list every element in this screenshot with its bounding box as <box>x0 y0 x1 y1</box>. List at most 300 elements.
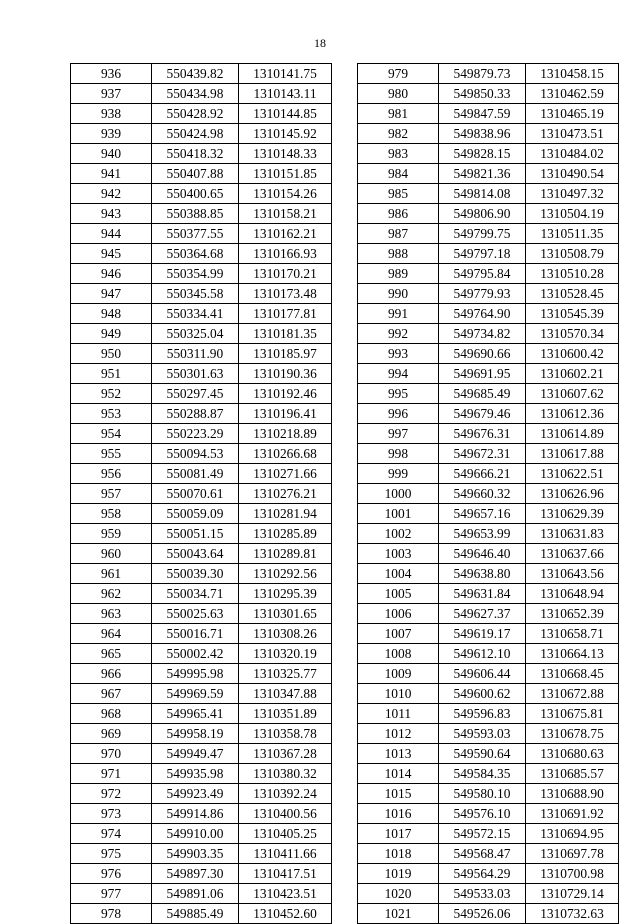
table-row <box>71 804 332 824</box>
point-number-cell: 990 <box>358 284 439 304</box>
y-coordinate-cell: 1310289.81 <box>239 544 332 564</box>
point-number-cell: 996 <box>358 404 439 424</box>
x-coordinate-cell: 549653.99 <box>439 524 526 544</box>
y-coordinate-cell: 1310380.32 <box>239 764 332 784</box>
y-coordinate-cell: 1310417.51 <box>239 864 332 884</box>
x-coordinate-cell: 549897.30 <box>152 864 239 884</box>
y-coordinate-cell: 1310190.36 <box>239 364 332 384</box>
y-coordinate-cell: 1310358.78 <box>239 724 332 744</box>
y-coordinate-cell: 1310173.48 <box>239 284 332 304</box>
table-row <box>71 544 332 564</box>
y-coordinate-cell: 1310626.96 <box>526 484 619 504</box>
y-coordinate-cell: 1310473.51 <box>526 124 619 144</box>
point-number-cell: 959 <box>71 524 152 544</box>
x-coordinate-cell: 550094.53 <box>152 444 239 464</box>
table-row <box>71 124 332 144</box>
y-coordinate-cell: 1310458.15 <box>526 64 619 84</box>
y-coordinate-cell: 1310218.89 <box>239 424 332 444</box>
point-number-cell: 968 <box>71 704 152 724</box>
table-row <box>358 864 619 884</box>
y-coordinate-cell: 1310347.88 <box>239 684 332 704</box>
x-coordinate-cell: 549685.49 <box>439 384 526 404</box>
x-coordinate-cell: 549779.93 <box>439 284 526 304</box>
y-coordinate-cell: 1310685.57 <box>526 764 619 784</box>
point-number-cell: 941 <box>71 164 152 184</box>
point-number-cell: 984 <box>358 164 439 184</box>
coordinates-table-right <box>357 63 619 924</box>
point-number-cell: 1015 <box>358 784 439 804</box>
point-number-cell: 980 <box>358 84 439 104</box>
y-coordinate-cell: 1310672.88 <box>526 684 619 704</box>
point-number-cell: 972 <box>71 784 152 804</box>
y-coordinate-cell: 1310629.39 <box>526 504 619 524</box>
x-coordinate-cell: 549923.49 <box>152 784 239 804</box>
x-coordinate-cell: 549646.40 <box>439 544 526 564</box>
point-number-cell: 944 <box>71 224 152 244</box>
point-number-cell: 985 <box>358 184 439 204</box>
x-coordinate-cell: 549958.19 <box>152 724 239 744</box>
point-number-cell: 1004 <box>358 564 439 584</box>
y-coordinate-cell: 1310325.77 <box>239 664 332 684</box>
x-coordinate-cell: 550400.65 <box>152 184 239 204</box>
x-coordinate-cell: 550002.42 <box>152 644 239 664</box>
y-coordinate-cell: 1310691.92 <box>526 804 619 824</box>
table-row <box>358 224 619 244</box>
point-number-cell: 936 <box>71 64 152 84</box>
point-number-cell: 977 <box>71 884 152 904</box>
table-row <box>71 644 332 664</box>
table-row <box>358 544 619 564</box>
y-coordinate-cell: 1310688.90 <box>526 784 619 804</box>
x-coordinate-cell: 549627.37 <box>439 604 526 624</box>
table-row <box>358 84 619 104</box>
point-number-cell: 987 <box>358 224 439 244</box>
y-coordinate-cell: 1310664.13 <box>526 644 619 664</box>
x-coordinate-cell: 549806.90 <box>439 204 526 224</box>
y-coordinate-cell: 1310177.81 <box>239 304 332 324</box>
point-number-cell: 981 <box>358 104 439 124</box>
x-coordinate-cell: 549764.90 <box>439 304 526 324</box>
x-coordinate-cell: 549600.62 <box>439 684 526 704</box>
x-coordinate-cell: 549965.41 <box>152 704 239 724</box>
point-number-cell: 983 <box>358 144 439 164</box>
x-coordinate-cell: 550051.15 <box>152 524 239 544</box>
table-row <box>71 564 332 584</box>
table-row <box>71 764 332 784</box>
table-row <box>71 484 332 504</box>
table-row <box>358 144 619 164</box>
y-coordinate-cell: 1310285.89 <box>239 524 332 544</box>
x-coordinate-cell: 549526.06 <box>439 904 526 924</box>
point-number-cell: 1001 <box>358 504 439 524</box>
coordinates-table-left <box>70 63 332 924</box>
y-coordinate-cell: 1310295.39 <box>239 584 332 604</box>
x-coordinate-cell: 549564.29 <box>439 864 526 884</box>
x-coordinate-cell: 549914.86 <box>152 804 239 824</box>
y-coordinate-cell: 1310276.21 <box>239 484 332 504</box>
table-row <box>71 184 332 204</box>
table-row <box>358 824 619 844</box>
y-coordinate-cell: 1310151.85 <box>239 164 332 184</box>
x-coordinate-cell: 549910.00 <box>152 824 239 844</box>
x-coordinate-cell: 550418.32 <box>152 144 239 164</box>
table-row <box>358 624 619 644</box>
table-row <box>358 564 619 584</box>
point-number-cell: 1012 <box>358 724 439 744</box>
table-row <box>358 404 619 424</box>
x-coordinate-cell: 550407.88 <box>152 164 239 184</box>
y-coordinate-cell: 1310141.75 <box>239 64 332 84</box>
x-coordinate-cell: 550025.63 <box>152 604 239 624</box>
y-coordinate-cell: 1310144.85 <box>239 104 332 124</box>
point-number-cell: 1008 <box>358 644 439 664</box>
y-coordinate-cell: 1310162.21 <box>239 224 332 244</box>
point-number-cell: 995 <box>358 384 439 404</box>
table-row <box>71 884 332 904</box>
point-number-cell: 1007 <box>358 624 439 644</box>
x-coordinate-cell: 550059.09 <box>152 504 239 524</box>
point-number-cell: 976 <box>71 864 152 884</box>
table-row <box>358 584 619 604</box>
x-coordinate-cell: 550334.41 <box>152 304 239 324</box>
x-coordinate-cell: 550439.82 <box>152 64 239 84</box>
point-number-cell: 961 <box>71 564 152 584</box>
x-coordinate-cell: 549690.66 <box>439 344 526 364</box>
point-number-cell: 950 <box>71 344 152 364</box>
y-coordinate-cell: 1310308.26 <box>239 624 332 644</box>
point-number-cell: 1011 <box>358 704 439 724</box>
point-number-cell: 940 <box>71 144 152 164</box>
y-coordinate-cell: 1310320.19 <box>239 644 332 664</box>
y-coordinate-cell: 1310510.28 <box>526 264 619 284</box>
x-coordinate-cell: 550434.98 <box>152 84 239 104</box>
x-coordinate-cell: 550081.49 <box>152 464 239 484</box>
point-number-cell: 975 <box>71 844 152 864</box>
x-coordinate-cell: 549580.10 <box>439 784 526 804</box>
point-number-cell: 979 <box>358 64 439 84</box>
point-number-cell: 1010 <box>358 684 439 704</box>
table-row <box>358 364 619 384</box>
y-coordinate-cell: 1310281.94 <box>239 504 332 524</box>
point-number-cell: 1016 <box>358 804 439 824</box>
point-number-cell: 939 <box>71 124 152 144</box>
x-coordinate-cell: 550043.64 <box>152 544 239 564</box>
y-coordinate-cell: 1310192.46 <box>239 384 332 404</box>
table-row <box>358 804 619 824</box>
x-coordinate-cell: 549828.15 <box>439 144 526 164</box>
x-coordinate-cell: 549568.47 <box>439 844 526 864</box>
point-number-cell: 952 <box>71 384 152 404</box>
table-row <box>71 84 332 104</box>
y-coordinate-cell: 1310622.51 <box>526 464 619 484</box>
point-number-cell: 971 <box>71 764 152 784</box>
table-row <box>71 104 332 124</box>
point-number-cell: 965 <box>71 644 152 664</box>
point-number-cell: 997 <box>358 424 439 444</box>
y-coordinate-cell: 1310511.35 <box>526 224 619 244</box>
point-number-cell: 999 <box>358 464 439 484</box>
y-coordinate-cell: 1310678.75 <box>526 724 619 744</box>
y-coordinate-cell: 1310508.79 <box>526 244 619 264</box>
table-row <box>71 224 332 244</box>
table-row <box>358 64 619 84</box>
table-row <box>358 424 619 444</box>
x-coordinate-cell: 549590.64 <box>439 744 526 764</box>
table-row <box>71 164 332 184</box>
table-row <box>358 664 619 684</box>
x-coordinate-cell: 549935.98 <box>152 764 239 784</box>
x-coordinate-cell: 549797.18 <box>439 244 526 264</box>
point-number-cell: 992 <box>358 324 439 344</box>
x-coordinate-cell: 549995.98 <box>152 664 239 684</box>
x-coordinate-cell: 549821.36 <box>439 164 526 184</box>
x-coordinate-cell: 549572.15 <box>439 824 526 844</box>
x-coordinate-cell: 549672.31 <box>439 444 526 464</box>
y-coordinate-cell: 1310292.56 <box>239 564 332 584</box>
x-coordinate-cell: 549584.35 <box>439 764 526 784</box>
table-row <box>358 124 619 144</box>
table-row <box>71 64 332 84</box>
point-number-cell: 945 <box>71 244 152 264</box>
y-coordinate-cell: 1310648.94 <box>526 584 619 604</box>
table-row <box>71 324 332 344</box>
point-number-cell: 955 <box>71 444 152 464</box>
x-coordinate-cell: 549576.10 <box>439 804 526 824</box>
x-coordinate-cell: 549666.21 <box>439 464 526 484</box>
point-number-cell: 957 <box>71 484 152 504</box>
table-row <box>358 764 619 784</box>
table-row <box>358 244 619 264</box>
table-row <box>71 604 332 624</box>
table-row <box>358 284 619 304</box>
y-coordinate-cell: 1310652.39 <box>526 604 619 624</box>
table-row <box>358 464 619 484</box>
table-row <box>358 104 619 124</box>
table-row <box>358 784 619 804</box>
point-number-cell: 1009 <box>358 664 439 684</box>
point-number-cell: 994 <box>358 364 439 384</box>
table-row <box>71 684 332 704</box>
point-number-cell: 951 <box>71 364 152 384</box>
y-coordinate-cell: 1310484.02 <box>526 144 619 164</box>
x-coordinate-cell: 549619.17 <box>439 624 526 644</box>
y-coordinate-cell: 1310411.66 <box>239 844 332 864</box>
x-coordinate-cell: 549593.03 <box>439 724 526 744</box>
y-coordinate-cell: 1310392.24 <box>239 784 332 804</box>
y-coordinate-cell: 1310528.45 <box>526 284 619 304</box>
y-coordinate-cell: 1310185.97 <box>239 344 332 364</box>
x-coordinate-cell: 549850.33 <box>439 84 526 104</box>
point-number-cell: 948 <box>71 304 152 324</box>
y-coordinate-cell: 1310697.78 <box>526 844 619 864</box>
x-coordinate-cell: 549949.47 <box>152 744 239 764</box>
x-coordinate-cell: 550424.98 <box>152 124 239 144</box>
table-row <box>358 524 619 544</box>
y-coordinate-cell: 1310643.56 <box>526 564 619 584</box>
point-number-cell: 1002 <box>358 524 439 544</box>
table-row <box>71 444 332 464</box>
table-row <box>358 884 619 904</box>
table-row <box>71 464 332 484</box>
table-row <box>71 144 332 164</box>
y-coordinate-cell: 1310158.21 <box>239 204 332 224</box>
x-coordinate-cell: 549676.31 <box>439 424 526 444</box>
page-number: 18 <box>314 36 326 50</box>
table-row <box>358 704 619 724</box>
point-number-cell: 943 <box>71 204 152 224</box>
y-coordinate-cell: 1310732.63 <box>526 904 619 924</box>
y-coordinate-cell: 1310612.36 <box>526 404 619 424</box>
y-coordinate-cell: 1310658.71 <box>526 624 619 644</box>
point-number-cell: 958 <box>71 504 152 524</box>
point-number-cell: 1003 <box>358 544 439 564</box>
y-coordinate-cell: 1310668.45 <box>526 664 619 684</box>
point-number-cell: 1013 <box>358 744 439 764</box>
x-coordinate-cell: 549795.84 <box>439 264 526 284</box>
table-row <box>71 784 332 804</box>
y-coordinate-cell: 1310490.54 <box>526 164 619 184</box>
table-row <box>358 484 619 504</box>
table-row <box>358 204 619 224</box>
x-coordinate-cell: 549903.35 <box>152 844 239 864</box>
y-coordinate-cell: 1310452.60 <box>239 904 332 924</box>
point-number-cell: 1019 <box>358 864 439 884</box>
table-row <box>71 344 332 364</box>
y-coordinate-cell: 1310181.35 <box>239 324 332 344</box>
table-row <box>71 284 332 304</box>
y-coordinate-cell: 1310301.65 <box>239 604 332 624</box>
y-coordinate-cell: 1310351.89 <box>239 704 332 724</box>
point-number-cell: 956 <box>71 464 152 484</box>
x-coordinate-cell: 550301.63 <box>152 364 239 384</box>
y-coordinate-cell: 1310675.81 <box>526 704 619 724</box>
y-coordinate-cell: 1310570.34 <box>526 324 619 344</box>
x-coordinate-cell: 550428.92 <box>152 104 239 124</box>
x-coordinate-cell: 549631.84 <box>439 584 526 604</box>
x-coordinate-cell: 549814.08 <box>439 184 526 204</box>
point-number-cell: 1017 <box>358 824 439 844</box>
x-coordinate-cell: 549657.16 <box>439 504 526 524</box>
point-number-cell: 1005 <box>358 584 439 604</box>
point-number-cell: 1014 <box>358 764 439 784</box>
y-coordinate-cell: 1310143.11 <box>239 84 332 104</box>
x-coordinate-cell: 550288.87 <box>152 404 239 424</box>
table-row <box>71 384 332 404</box>
table-row <box>358 724 619 744</box>
point-number-cell: 937 <box>71 84 152 104</box>
x-coordinate-cell: 549885.49 <box>152 904 239 924</box>
x-coordinate-cell: 549638.80 <box>439 564 526 584</box>
x-coordinate-cell: 549838.96 <box>439 124 526 144</box>
table-row <box>71 244 332 264</box>
y-coordinate-cell: 1310462.59 <box>526 84 619 104</box>
x-coordinate-cell: 550297.45 <box>152 384 239 404</box>
y-coordinate-cell: 1310607.62 <box>526 384 619 404</box>
table-row <box>71 904 332 924</box>
point-number-cell: 964 <box>71 624 152 644</box>
x-coordinate-cell: 550364.68 <box>152 244 239 264</box>
table-row <box>71 524 332 544</box>
table-row <box>358 384 619 404</box>
point-number-cell: 982 <box>358 124 439 144</box>
point-number-cell: 960 <box>71 544 152 564</box>
y-coordinate-cell: 1310266.68 <box>239 444 332 464</box>
table-row <box>71 724 332 744</box>
point-number-cell: 993 <box>358 344 439 364</box>
point-number-cell: 970 <box>71 744 152 764</box>
x-coordinate-cell: 550345.58 <box>152 284 239 304</box>
table-row <box>358 444 619 464</box>
y-coordinate-cell: 1310637.66 <box>526 544 619 564</box>
table-row <box>71 304 332 324</box>
table-row <box>358 304 619 324</box>
x-coordinate-cell: 549734.82 <box>439 324 526 344</box>
x-coordinate-cell: 549969.59 <box>152 684 239 704</box>
point-number-cell: 962 <box>71 584 152 604</box>
table-row <box>71 504 332 524</box>
table-row <box>71 664 332 684</box>
x-coordinate-cell: 550388.85 <box>152 204 239 224</box>
y-coordinate-cell: 1310631.83 <box>526 524 619 544</box>
point-number-cell: 973 <box>71 804 152 824</box>
y-coordinate-cell: 1310602.21 <box>526 364 619 384</box>
point-number-cell: 991 <box>358 304 439 324</box>
y-coordinate-cell: 1310545.39 <box>526 304 619 324</box>
y-coordinate-cell: 1310497.32 <box>526 184 619 204</box>
x-coordinate-cell: 550325.04 <box>152 324 239 344</box>
x-coordinate-cell: 549596.83 <box>439 704 526 724</box>
y-coordinate-cell: 1310680.63 <box>526 744 619 764</box>
x-coordinate-cell: 550223.29 <box>152 424 239 444</box>
y-coordinate-cell: 1310400.56 <box>239 804 332 824</box>
x-coordinate-cell: 550016.71 <box>152 624 239 644</box>
point-number-cell: 974 <box>71 824 152 844</box>
x-coordinate-cell: 549612.10 <box>439 644 526 664</box>
table-row <box>71 824 332 844</box>
x-coordinate-cell: 549679.46 <box>439 404 526 424</box>
table-row <box>358 184 619 204</box>
table-row <box>71 584 332 604</box>
table-row <box>358 164 619 184</box>
x-coordinate-cell: 550311.90 <box>152 344 239 364</box>
table-row <box>358 604 619 624</box>
point-number-cell: 986 <box>358 204 439 224</box>
table-row <box>358 504 619 524</box>
x-coordinate-cell: 549799.75 <box>439 224 526 244</box>
point-number-cell: 942 <box>71 184 152 204</box>
point-number-cell: 1018 <box>358 844 439 864</box>
x-coordinate-cell: 550354.99 <box>152 264 239 284</box>
y-coordinate-cell: 1310145.92 <box>239 124 332 144</box>
point-number-cell: 967 <box>71 684 152 704</box>
y-coordinate-cell: 1310694.95 <box>526 824 619 844</box>
table-row <box>71 424 332 444</box>
table-row <box>71 204 332 224</box>
point-number-cell: 978 <box>71 904 152 924</box>
table-row <box>358 684 619 704</box>
point-number-cell: 1000 <box>358 484 439 504</box>
table-row <box>358 344 619 364</box>
point-number-cell: 1006 <box>358 604 439 624</box>
y-coordinate-cell: 1310271.66 <box>239 464 332 484</box>
point-number-cell: 969 <box>71 724 152 744</box>
x-coordinate-cell: 549660.32 <box>439 484 526 504</box>
y-coordinate-cell: 1310148.33 <box>239 144 332 164</box>
point-number-cell: 966 <box>71 664 152 684</box>
point-number-cell: 988 <box>358 244 439 264</box>
point-number-cell: 954 <box>71 424 152 444</box>
x-coordinate-cell: 549891.06 <box>152 884 239 904</box>
